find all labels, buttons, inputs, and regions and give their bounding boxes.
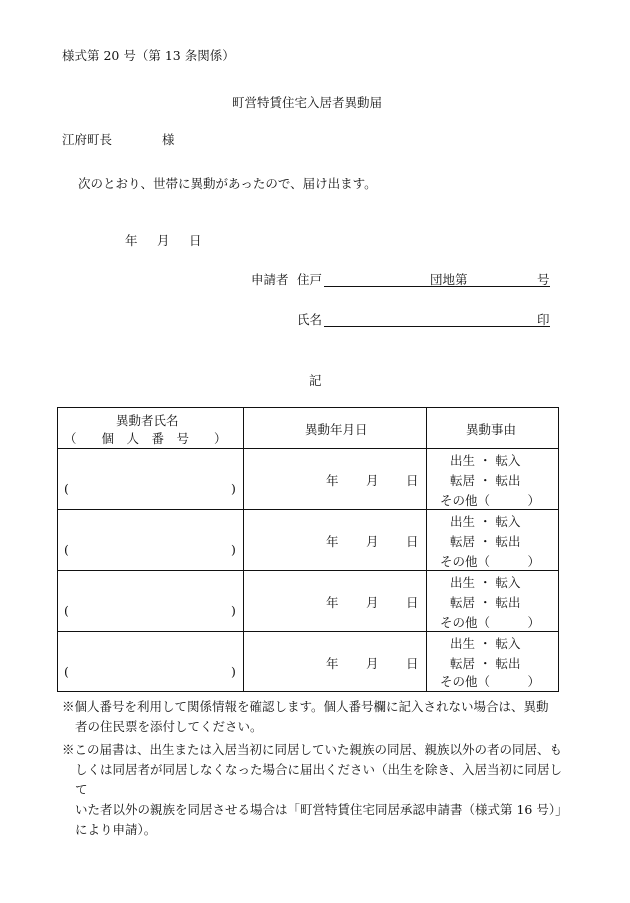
row-reason-3: その他（ ） xyxy=(440,674,541,689)
row-day: 日 xyxy=(406,534,419,549)
change-table xyxy=(57,407,559,692)
row-reason-2: 転居 ・ 転出 xyxy=(450,473,521,488)
row-year: 年 xyxy=(326,656,339,671)
header-date: 異動年月日 xyxy=(305,422,368,437)
note-cohabitation xyxy=(62,740,572,840)
row-reason-3: その他（ ） xyxy=(440,493,541,508)
row-month: 月 xyxy=(366,534,379,549)
header-reason: 異動事由 xyxy=(466,422,517,437)
row-day: 日 xyxy=(406,473,419,488)
document-title: 町営特賃住宅入居者異動届 xyxy=(232,95,383,110)
applicant-label: 申請者 xyxy=(251,272,289,287)
row-reason-2: 転居 ・ 転出 xyxy=(450,595,521,610)
row-open-paren: ( xyxy=(64,603,69,618)
date-day: 日 xyxy=(189,233,202,248)
date-year: 年 xyxy=(125,233,138,248)
header-name: 異動者氏名 xyxy=(116,413,179,428)
row-divider-header xyxy=(58,448,558,449)
row-reason-1: 出生 ・ 転入 xyxy=(450,575,521,590)
date-month: 月 xyxy=(157,233,170,248)
row-close-paren: ) xyxy=(231,603,236,618)
row-reason-2: 転居 ・ 転出 xyxy=(450,534,521,549)
note-line: しくは同居者が同居しなくなった場合に届出ください（出生を除き、入居当初に同居して xyxy=(75,762,563,797)
seal-mark: 印 xyxy=(537,312,550,327)
row-open-paren: ( xyxy=(64,481,69,496)
building-label: 団地第 xyxy=(430,272,468,287)
header-personal-number: （ 個 人 番 号 ） xyxy=(64,431,227,446)
row-reason-3: その他（ ） xyxy=(440,554,541,569)
form-number: 様式第 20 号（第 13 条関係） xyxy=(62,48,235,63)
address-label: 住戸 xyxy=(297,272,323,287)
note-line: ※この届書は、出生または入居当初に同居していた親族の同居、親族以外の者の同居、も xyxy=(62,742,563,757)
row-divider-2 xyxy=(58,570,558,571)
note-line: により申請）。 xyxy=(75,822,157,837)
note-line: いた者以外の親族を同居させる場合は「町営特賃住宅同居承認申請書（様式第 16 号）」 xyxy=(75,802,568,817)
col-divider-1 xyxy=(243,408,244,691)
row-reason-3: その他（ ） xyxy=(440,615,541,630)
row-divider-1 xyxy=(58,509,558,510)
row-month: 月 xyxy=(366,473,379,488)
row-reason-1: 出生 ・ 転入 xyxy=(450,636,521,651)
note-personal-number xyxy=(62,697,572,737)
row-day: 日 xyxy=(406,595,419,610)
row-reason-1: 出生 ・ 転入 xyxy=(450,453,521,468)
name-label: 氏名 xyxy=(297,312,323,327)
note-line: 者の住民票を添付してください。 xyxy=(75,719,263,734)
row-open-paren: ( xyxy=(64,542,69,557)
col-divider-2 xyxy=(426,408,427,691)
row-month: 月 xyxy=(366,595,379,610)
row-close-paren: ) xyxy=(231,481,236,496)
addressee-name: 江府町長 xyxy=(62,132,113,147)
row-divider-3 xyxy=(58,631,558,632)
row-year: 年 xyxy=(326,595,339,610)
row-year: 年 xyxy=(326,473,339,488)
row-day: 日 xyxy=(406,656,419,671)
row-year: 年 xyxy=(326,534,339,549)
ki-heading: 記 xyxy=(309,373,322,388)
row-month: 月 xyxy=(366,656,379,671)
row-reason-2: 転居 ・ 転出 xyxy=(450,656,521,671)
row-close-paren: ) xyxy=(231,664,236,679)
addressee-honorific: 様 xyxy=(162,132,175,147)
number-suffix: 号 xyxy=(537,272,550,287)
row-reason-1: 出生 ・ 転入 xyxy=(450,514,521,529)
name-underline xyxy=(324,326,550,327)
row-close-paren: ) xyxy=(231,542,236,557)
intro-text: 次のとおり、世帯に異動があったので、届け出ます。 xyxy=(78,176,377,191)
note-line: ※個人番号を利用して関係情報を確認します。個人番号欄に記入されない場合は、異動 xyxy=(62,699,549,714)
row-open-paren: ( xyxy=(64,664,69,679)
